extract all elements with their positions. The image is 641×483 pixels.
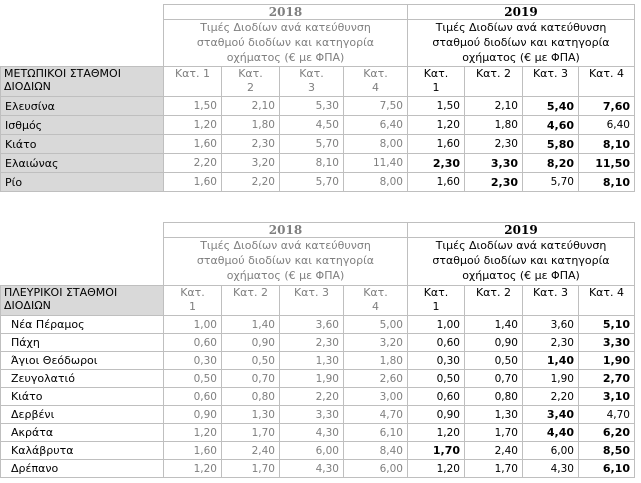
price-cell: 8,10 bbox=[579, 173, 635, 192]
station-name: Ελαιώνας bbox=[1, 154, 164, 173]
category-header-2019-1: Κατ. 1 bbox=[408, 67, 465, 97]
price-cell: 1,60 bbox=[408, 173, 465, 192]
price-cell: 8,50 bbox=[579, 442, 635, 460]
price-cell: 3,10 bbox=[579, 388, 635, 406]
price-cell: 1,60 bbox=[164, 173, 222, 192]
price-cell: 1,20 bbox=[408, 424, 465, 442]
category-header-2019-3: Κατ. 3 bbox=[523, 286, 579, 316]
price-cell: 4,70 bbox=[579, 406, 635, 424]
price-cell: 0,50 bbox=[465, 352, 523, 370]
price-cell: 1,70 bbox=[222, 424, 280, 442]
price-description-2019: Τιμές Διοδίων ανά κατεύθυνση σταθμού διοδίων και κατηγορία οχήματος (€ με ΦΠΑ) bbox=[408, 20, 635, 67]
price-cell: 4,30 bbox=[280, 460, 344, 478]
station-name: Νέα Πέραμος bbox=[1, 316, 164, 334]
category-header-2018-2: Κατ. 2 bbox=[222, 67, 280, 97]
price-cell: 1,30 bbox=[465, 406, 523, 424]
category-header-2018-1: Κατ. 1 bbox=[164, 286, 222, 316]
table-row bbox=[1, 388, 635, 406]
price-cell: 5,30 bbox=[280, 97, 344, 116]
table-row bbox=[1, 352, 635, 370]
frontal-toll-table bbox=[0, 4, 635, 192]
price-cell: 5,70 bbox=[280, 135, 344, 154]
station-name: Δερβένι bbox=[1, 406, 164, 424]
price-cell: 3,60 bbox=[523, 316, 579, 334]
table-row bbox=[1, 135, 635, 154]
price-cell: 6,10 bbox=[344, 424, 408, 442]
price-cell: 0,80 bbox=[222, 388, 280, 406]
price-cell: 6,00 bbox=[523, 442, 579, 460]
price-cell: 6,40 bbox=[579, 116, 635, 135]
price-cell: 5,70 bbox=[280, 173, 344, 192]
price-cell: 0,50 bbox=[222, 352, 280, 370]
station-name: Ισθμός bbox=[1, 116, 164, 135]
table-row bbox=[1, 442, 635, 460]
price-cell: 1,70 bbox=[222, 460, 280, 478]
price-cell: 6,40 bbox=[344, 116, 408, 135]
price-cell: 1,80 bbox=[344, 352, 408, 370]
price-cell: 1,50 bbox=[164, 97, 222, 116]
station-name: Ζευγολατιό bbox=[1, 370, 164, 388]
price-cell: 1,00 bbox=[408, 316, 465, 334]
price-cell: 4,30 bbox=[523, 460, 579, 478]
price-cell: 2,30 bbox=[465, 173, 523, 192]
price-cell: 3,30 bbox=[280, 406, 344, 424]
price-cell: 0,50 bbox=[164, 370, 222, 388]
table-row bbox=[1, 334, 635, 352]
price-cell: 4,40 bbox=[523, 424, 579, 442]
price-cell: 1,20 bbox=[408, 460, 465, 478]
row-header-side-stations: ΠΛΕΥΡΙΚΟΙ ΣΤΑΘΜΟΙ ΔΙΟΔΙΩΝ bbox=[1, 286, 164, 316]
price-cell: 4,60 bbox=[523, 116, 579, 135]
price-description-2018: Τιμές Διοδίων ανά κατεύθυνση σταθμού διοδίων και κατηγορία οχήματος (€ με ΦΠΑ) bbox=[164, 238, 408, 286]
price-cell: 0,60 bbox=[408, 334, 465, 352]
station-name: Ελευσίνα bbox=[1, 97, 164, 116]
price-cell: 4,30 bbox=[280, 424, 344, 442]
price-cell: 1,30 bbox=[280, 352, 344, 370]
row-header-frontal-stations: ΜΕΤΩΠΙΚΟΙ ΣΤΑΘΜΟΙ ΔΙΟΔΙΩΝ bbox=[1, 67, 164, 97]
price-cell: 0,80 bbox=[465, 388, 523, 406]
price-cell: 6,00 bbox=[280, 442, 344, 460]
price-cell: 1,30 bbox=[222, 406, 280, 424]
category-header-2019-4: Κατ. 4 bbox=[579, 67, 635, 97]
station-name: Ρίο bbox=[1, 173, 164, 192]
year-2019-header: 2019 bbox=[408, 223, 635, 238]
price-cell: 2,30 bbox=[465, 135, 523, 154]
price-cell: 8,10 bbox=[579, 135, 635, 154]
price-cell: 3,60 bbox=[280, 316, 344, 334]
price-cell: 8,40 bbox=[344, 442, 408, 460]
price-cell: 1,20 bbox=[164, 424, 222, 442]
price-cell: 3,20 bbox=[222, 154, 280, 173]
price-cell: 2,60 bbox=[344, 370, 408, 388]
price-cell: 5,80 bbox=[523, 135, 579, 154]
station-name: Δρέπανο bbox=[1, 460, 164, 478]
price-cell: 8,00 bbox=[344, 135, 408, 154]
category-header-2018-1: Κατ. 1 bbox=[164, 67, 222, 97]
category-header-2018-2: Κατ. 2 bbox=[222, 286, 280, 316]
category-header-2019-4: Κατ. 4 bbox=[579, 286, 635, 316]
price-cell: 5,70 bbox=[523, 173, 579, 192]
price-cell: 0,90 bbox=[164, 406, 222, 424]
price-cell: 1,80 bbox=[222, 116, 280, 135]
price-cell: 0,90 bbox=[222, 334, 280, 352]
price-cell: 3,30 bbox=[465, 154, 523, 173]
price-cell: 1,00 bbox=[164, 316, 222, 334]
price-cell: 8,00 bbox=[344, 173, 408, 192]
price-cell: 1,40 bbox=[523, 352, 579, 370]
category-header-2018-4: Κατ. 4 bbox=[344, 286, 408, 316]
table-row bbox=[1, 173, 635, 192]
price-cell: 2,10 bbox=[222, 97, 280, 116]
category-header-2018-3: Κατ. 3 bbox=[280, 286, 344, 316]
price-cell: 0,70 bbox=[222, 370, 280, 388]
price-cell: 1,90 bbox=[280, 370, 344, 388]
price-cell: 0,30 bbox=[408, 352, 465, 370]
price-description-2018: Τιμές Διοδίων ανά κατεύθυνση σταθμού διοδίων και κατηγορία οχήματος (€ με ΦΠΑ) bbox=[164, 20, 408, 67]
price-cell: 6,20 bbox=[579, 424, 635, 442]
table-row bbox=[1, 424, 635, 442]
station-name: Καλάβρυτα bbox=[1, 442, 164, 460]
table-row bbox=[1, 154, 635, 173]
price-cell: 8,10 bbox=[280, 154, 344, 173]
price-cell: 0,90 bbox=[465, 334, 523, 352]
price-cell: 4,70 bbox=[344, 406, 408, 424]
category-header-2019-2: Κατ. 2 bbox=[465, 286, 523, 316]
price-cell: 0,70 bbox=[465, 370, 523, 388]
table-row bbox=[1, 406, 635, 424]
price-cell: 1,70 bbox=[465, 424, 523, 442]
price-cell: 1,50 bbox=[408, 97, 465, 116]
station-name: Κιάτο bbox=[1, 135, 164, 154]
category-header-2019-1: Κατ. 1 bbox=[408, 286, 465, 316]
station-name: Άγιοι Θεόδωροι bbox=[1, 352, 164, 370]
price-cell: 1,60 bbox=[408, 135, 465, 154]
price-cell: 2,20 bbox=[523, 388, 579, 406]
year-2018-header: 2018 bbox=[164, 5, 408, 20]
category-header-2018-4: Κατ. 4 bbox=[344, 67, 408, 97]
station-name: Ακράτα bbox=[1, 424, 164, 442]
price-cell: 1,40 bbox=[465, 316, 523, 334]
price-cell: 3,00 bbox=[344, 388, 408, 406]
price-cell: 2,30 bbox=[408, 154, 465, 173]
price-cell: 11,50 bbox=[579, 154, 635, 173]
price-cell: 1,80 bbox=[465, 116, 523, 135]
price-cell: 0,60 bbox=[164, 334, 222, 352]
price-cell: 1,90 bbox=[579, 352, 635, 370]
price-cell: 2,30 bbox=[523, 334, 579, 352]
price-cell: 6,10 bbox=[579, 460, 635, 478]
price-cell: 5,00 bbox=[344, 316, 408, 334]
price-cell: 3,40 bbox=[523, 406, 579, 424]
table-row bbox=[1, 460, 635, 478]
price-cell: 8,20 bbox=[523, 154, 579, 173]
price-cell: 2,10 bbox=[465, 97, 523, 116]
price-cell: 11,40 bbox=[344, 154, 408, 173]
price-cell: 0,90 bbox=[408, 406, 465, 424]
table-row bbox=[1, 116, 635, 135]
price-cell: 1,20 bbox=[164, 116, 222, 135]
price-cell: 1,20 bbox=[164, 460, 222, 478]
side-toll-table bbox=[0, 222, 635, 478]
price-cell: 6,00 bbox=[344, 460, 408, 478]
table-row bbox=[1, 370, 635, 388]
price-cell: 7,60 bbox=[579, 97, 635, 116]
price-cell: 1,70 bbox=[465, 460, 523, 478]
price-cell: 5,10 bbox=[579, 316, 635, 334]
price-cell: 1,60 bbox=[164, 442, 222, 460]
price-cell: 2,40 bbox=[465, 442, 523, 460]
price-cell: 1,70 bbox=[408, 442, 465, 460]
price-cell: 1,20 bbox=[408, 116, 465, 135]
table-row bbox=[1, 97, 635, 116]
price-cell: 1,60 bbox=[164, 135, 222, 154]
price-description-2019: Τιμές Διοδίων ανά κατεύθυνση σταθμού διοδίων και κατηγορία οχήματος (€ με ΦΠΑ) bbox=[408, 238, 635, 286]
price-cell: 2,40 bbox=[222, 442, 280, 460]
price-cell: 3,20 bbox=[344, 334, 408, 352]
price-cell: 2,20 bbox=[222, 173, 280, 192]
price-cell: 2,70 bbox=[579, 370, 635, 388]
price-cell: 2,30 bbox=[280, 334, 344, 352]
year-2018-header: 2018 bbox=[164, 223, 408, 238]
price-cell: 5,40 bbox=[523, 97, 579, 116]
price-cell: 0,30 bbox=[164, 352, 222, 370]
price-cell: 4,50 bbox=[280, 116, 344, 135]
price-cell: 1,40 bbox=[222, 316, 280, 334]
price-cell: 1,90 bbox=[523, 370, 579, 388]
price-cell: 3,30 bbox=[579, 334, 635, 352]
station-name: Πάχη bbox=[1, 334, 164, 352]
category-header-2018-3: Κατ. 3 bbox=[280, 67, 344, 97]
price-cell: 0,50 bbox=[408, 370, 465, 388]
year-2019-header: 2019 bbox=[408, 5, 635, 20]
category-header-2019-3: Κατ. 3 bbox=[523, 67, 579, 97]
price-cell: 0,60 bbox=[408, 388, 465, 406]
price-cell: 2,20 bbox=[280, 388, 344, 406]
category-header-2019-2: Κατ. 2 bbox=[465, 67, 523, 97]
table-row bbox=[1, 316, 635, 334]
price-cell: 2,30 bbox=[222, 135, 280, 154]
station-name: Κιάτο bbox=[1, 388, 164, 406]
price-cell: 7,50 bbox=[344, 97, 408, 116]
price-cell: 2,20 bbox=[164, 154, 222, 173]
price-cell: 0,60 bbox=[164, 388, 222, 406]
